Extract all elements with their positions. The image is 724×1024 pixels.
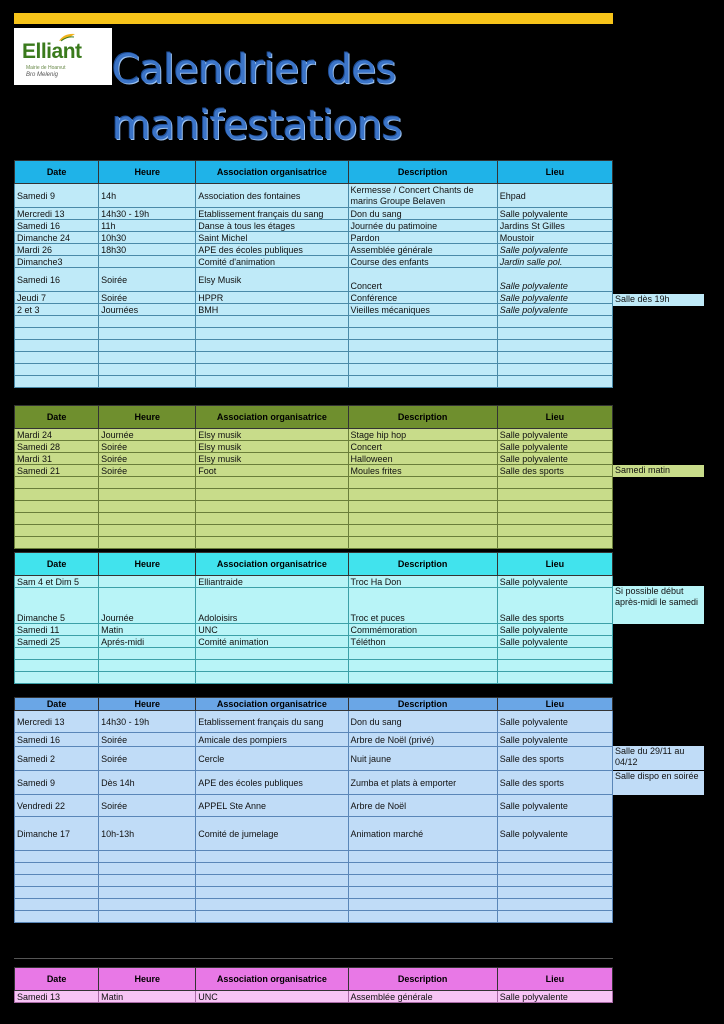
cell-description: Troc Ha Don bbox=[348, 576, 497, 588]
table-row bbox=[15, 624, 613, 636]
header-description: Description bbox=[348, 553, 497, 576]
cell-association: Etablissement français du sang bbox=[196, 711, 348, 733]
cell-description: Conférence bbox=[348, 292, 497, 304]
cell-association: Elsy musik bbox=[196, 441, 348, 453]
cell-description: Concert bbox=[348, 441, 497, 453]
cell-association: HPPR bbox=[196, 292, 348, 304]
cell-description: Arbre de Noël (privé) bbox=[348, 733, 497, 747]
page-title-line-1: Calendrier des bbox=[112, 47, 397, 93]
cell-description: Nuit jaune bbox=[348, 747, 497, 771]
table-row bbox=[15, 588, 613, 624]
side-note: Salle dispo en soirée bbox=[613, 771, 704, 795]
table-row bbox=[15, 991, 613, 1003]
cell-date: Mercredi 13 bbox=[15, 208, 99, 220]
cell-association: Foot bbox=[196, 465, 348, 477]
cell-heure: Dès 14h bbox=[99, 771, 196, 795]
cell-association: BMH bbox=[196, 304, 348, 316]
section-1 bbox=[14, 160, 613, 388]
divider bbox=[14, 958, 613, 959]
cell-description: Course des enfants bbox=[348, 256, 497, 268]
table-row bbox=[15, 733, 613, 747]
cell-date: 2 et 3 bbox=[15, 304, 99, 316]
table-row bbox=[15, 453, 613, 465]
empty-row bbox=[15, 863, 613, 875]
header-date: Date bbox=[15, 406, 99, 429]
cell-description: Animation marché bbox=[348, 817, 497, 851]
cell-lieu: Salle polyvalente bbox=[497, 991, 612, 1003]
cell-association: Cercle bbox=[196, 747, 348, 771]
empty-row bbox=[15, 352, 613, 364]
cell-date: Samedi 16 bbox=[15, 733, 99, 747]
cell-heure: Aprés-midi bbox=[99, 636, 196, 648]
cell-lieu: Jardin salle pol. bbox=[497, 256, 612, 268]
side-note: Salle dès 19h bbox=[613, 294, 704, 306]
header-lieu: Lieu bbox=[497, 698, 612, 711]
header-description: Description bbox=[348, 968, 497, 991]
header-heure: Heure bbox=[99, 406, 196, 429]
cell-heure: Matin bbox=[99, 624, 196, 636]
empty-row bbox=[15, 489, 613, 501]
table-row bbox=[15, 576, 613, 588]
cell-lieu: Salle polyvalente bbox=[497, 817, 612, 851]
empty-row bbox=[15, 501, 613, 513]
cell-heure: Soirée bbox=[99, 441, 196, 453]
side-note: Samedi matin bbox=[613, 465, 704, 477]
cell-lieu: Salle des sports bbox=[497, 771, 612, 795]
cell-description: Vieilles mécaniques bbox=[348, 304, 497, 316]
section-3 bbox=[14, 552, 613, 684]
page-title bbox=[112, 42, 492, 154]
cell-lieu: Salle polyvalente bbox=[497, 244, 612, 256]
cell-description: Stage hip hop bbox=[348, 429, 497, 441]
cell-lieu: Salle polyvalente bbox=[497, 733, 612, 747]
cell-lieu: Salle polyvalente bbox=[497, 795, 612, 817]
cell-description: Journée du patimoine bbox=[348, 220, 497, 232]
events-table-5 bbox=[14, 967, 613, 1003]
cell-heure: 11h bbox=[99, 220, 196, 232]
cell-lieu: Salle des sports bbox=[497, 588, 612, 624]
header-lieu: Lieu bbox=[497, 968, 612, 991]
cell-description: Pardon bbox=[348, 232, 497, 244]
table-header-row bbox=[15, 968, 613, 991]
side-note: Salle du 29/11 au 04/12 bbox=[613, 746, 704, 770]
header-association: Association organisatrice bbox=[196, 698, 348, 711]
cell-association: Adoloisirs bbox=[196, 588, 348, 624]
table-row bbox=[15, 429, 613, 441]
cell-lieu: Salle polyvalente bbox=[497, 624, 612, 636]
cell-heure bbox=[99, 256, 196, 268]
table-row bbox=[15, 441, 613, 453]
empty-row bbox=[15, 537, 613, 549]
cell-association: APPEL Ste Anne bbox=[196, 795, 348, 817]
empty-row bbox=[15, 513, 613, 525]
cell-heure: 10h30 bbox=[99, 232, 196, 244]
cell-lieu: Salle polyvalente bbox=[497, 268, 612, 292]
cell-heure: 14h30 - 19h bbox=[99, 711, 196, 733]
cell-association: Comité animation bbox=[196, 636, 348, 648]
cell-date: Jeudi 7 bbox=[15, 292, 99, 304]
empty-row bbox=[15, 340, 613, 352]
cell-heure: 10h-13h bbox=[99, 817, 196, 851]
table-header-row bbox=[15, 161, 613, 184]
cell-association: APE des écoles publiques bbox=[196, 244, 348, 256]
cell-lieu: Salle des sports bbox=[497, 747, 612, 771]
header-date: Date bbox=[15, 968, 99, 991]
header-heure: Heure bbox=[99, 968, 196, 991]
cell-description: Assemblée générale bbox=[348, 244, 497, 256]
cell-date: Samedi 9 bbox=[15, 771, 99, 795]
cell-association: Elsy musik bbox=[196, 453, 348, 465]
cell-description: Troc et puces bbox=[348, 588, 497, 624]
cell-heure bbox=[99, 576, 196, 588]
cell-heure: Soirée bbox=[99, 733, 196, 747]
header-association: Association organisatrice bbox=[196, 161, 348, 184]
cell-heure: Soirée bbox=[99, 465, 196, 477]
logo-text: Elliant bbox=[22, 40, 82, 63]
table-row bbox=[15, 771, 613, 795]
cell-date: Samedi 9 bbox=[15, 184, 99, 208]
header-date: Date bbox=[15, 161, 99, 184]
cell-lieu: Salle polyvalente bbox=[497, 453, 612, 465]
cell-date: Samedi 13 bbox=[15, 991, 99, 1003]
empty-row bbox=[15, 477, 613, 489]
cell-description: Arbre de Noël bbox=[348, 795, 497, 817]
cell-heure: Soirée bbox=[99, 292, 196, 304]
cell-heure: Matin bbox=[99, 991, 196, 1003]
logo-subtitle: Mairie de Hoarvut bbox=[26, 65, 66, 71]
table-header-row bbox=[15, 406, 613, 429]
cell-heure: 14h30 - 19h bbox=[99, 208, 196, 220]
header-date: Date bbox=[15, 553, 99, 576]
cell-description: Moules frites bbox=[348, 465, 497, 477]
cell-date: Mardi 24 bbox=[15, 429, 99, 441]
table-header-row bbox=[15, 698, 613, 711]
cell-heure: Soirée bbox=[99, 795, 196, 817]
cell-association: Amicale des pompiers bbox=[196, 733, 348, 747]
cell-date: Sam 4 et Dim 5 bbox=[15, 576, 99, 588]
cell-heure: Journée bbox=[99, 429, 196, 441]
side-note: Si possible début après-midi le samedi bbox=[613, 586, 704, 624]
table-row bbox=[15, 636, 613, 648]
table-row bbox=[15, 220, 613, 232]
cell-heure: Journée bbox=[99, 588, 196, 624]
header-description: Description bbox=[348, 698, 497, 711]
cell-description: Assemblée générale bbox=[348, 991, 497, 1003]
cell-date: Samedi 2 bbox=[15, 747, 99, 771]
cell-description: Commémoration bbox=[348, 624, 497, 636]
empty-row bbox=[15, 887, 613, 899]
cell-date: Dimanche 5 bbox=[15, 588, 99, 624]
header-association: Association organisatrice bbox=[196, 968, 348, 991]
cell-heure: 18h30 bbox=[99, 244, 196, 256]
header-date: Date bbox=[15, 698, 99, 711]
cell-date: Mardi 31 bbox=[15, 453, 99, 465]
cell-date: Samedi 21 bbox=[15, 465, 99, 477]
cell-association: Etablissement français du sang bbox=[196, 208, 348, 220]
empty-row bbox=[15, 875, 613, 887]
cell-association: Association des fontaines bbox=[196, 184, 348, 208]
empty-row bbox=[15, 648, 613, 660]
header-description: Description bbox=[348, 406, 497, 429]
elliant-logo bbox=[14, 28, 112, 85]
cell-description: Don du sang bbox=[348, 208, 497, 220]
empty-row bbox=[15, 376, 613, 388]
events-table-1 bbox=[14, 160, 613, 388]
cell-description: Halloween bbox=[348, 453, 497, 465]
table-row bbox=[15, 208, 613, 220]
cell-heure: 14h bbox=[99, 184, 196, 208]
table-row bbox=[15, 292, 613, 304]
empty-row bbox=[15, 851, 613, 863]
section-4 bbox=[14, 697, 613, 923]
cell-association: APE des écoles publiques bbox=[196, 771, 348, 795]
cell-description: Don du sang bbox=[348, 711, 497, 733]
cell-association: UNC bbox=[196, 624, 348, 636]
cell-date: Mardi 26 bbox=[15, 244, 99, 256]
cell-association: Elsy Musik bbox=[196, 268, 348, 292]
empty-row bbox=[15, 899, 613, 911]
cell-date: Dimanche 17 bbox=[15, 817, 99, 851]
table-row bbox=[15, 304, 613, 316]
empty-row bbox=[15, 364, 613, 376]
empty-row bbox=[15, 911, 613, 923]
empty-row bbox=[15, 525, 613, 537]
cell-date: Samedi 16 bbox=[15, 268, 99, 292]
cell-lieu: Salle polyvalente bbox=[497, 292, 612, 304]
empty-row bbox=[15, 328, 613, 340]
cell-association: Comité de jumelage bbox=[196, 817, 348, 851]
cell-lieu: Salle polyvalente bbox=[497, 304, 612, 316]
header-description: Description bbox=[348, 161, 497, 184]
events-table-3 bbox=[14, 552, 613, 684]
header-heure: Heure bbox=[99, 698, 196, 711]
cell-date: Samedi 11 bbox=[15, 624, 99, 636]
table-row bbox=[15, 256, 613, 268]
header-lieu: Lieu bbox=[497, 406, 612, 429]
cell-date: Mercredi 13 bbox=[15, 711, 99, 733]
cell-date: Vendredi 22 bbox=[15, 795, 99, 817]
page-title-line-2: manifestations bbox=[112, 103, 403, 149]
cell-association: Saint Michel bbox=[196, 232, 348, 244]
empty-row bbox=[15, 660, 613, 672]
section-2 bbox=[14, 405, 613, 549]
cell-lieu: Salle polyvalente bbox=[497, 711, 612, 733]
cell-heure: Journées bbox=[99, 304, 196, 316]
top-accent-bar bbox=[14, 13, 613, 24]
cell-date: Dimanche3 bbox=[15, 256, 99, 268]
table-row bbox=[15, 184, 613, 208]
cell-association: Elliantraide bbox=[196, 576, 348, 588]
cell-association: UNC bbox=[196, 991, 348, 1003]
empty-row bbox=[15, 672, 613, 684]
cell-lieu: Salle polyvalente bbox=[497, 576, 612, 588]
cell-lieu: Ehpad bbox=[497, 184, 612, 208]
header-association: Association organisatrice bbox=[196, 406, 348, 429]
table-row bbox=[15, 244, 613, 256]
header-lieu: Lieu bbox=[497, 553, 612, 576]
cell-heure: Soirée bbox=[99, 747, 196, 771]
cell-lieu: Jardins St Gilles bbox=[497, 220, 612, 232]
table-row bbox=[15, 232, 613, 244]
table-row bbox=[15, 747, 613, 771]
events-table-2 bbox=[14, 405, 613, 549]
cell-heure: Soirée bbox=[99, 268, 196, 292]
cell-date: Samedi 28 bbox=[15, 441, 99, 453]
cell-lieu: Moustoir bbox=[497, 232, 612, 244]
table-row bbox=[15, 268, 613, 292]
cell-date: Samedi 16 bbox=[15, 220, 99, 232]
table-row bbox=[15, 711, 613, 733]
table-row bbox=[15, 795, 613, 817]
empty-row bbox=[15, 316, 613, 328]
table-header-row bbox=[15, 553, 613, 576]
cell-lieu: Salle polyvalente bbox=[497, 441, 612, 453]
logo-tagline: Bro Melenig bbox=[26, 72, 59, 78]
table-row bbox=[15, 817, 613, 851]
cell-description: Concert bbox=[348, 268, 497, 292]
cell-lieu: Salle polyvalente bbox=[497, 636, 612, 648]
cell-association: Comité d'animation bbox=[196, 256, 348, 268]
cell-description: Zumba et plats à emporter bbox=[348, 771, 497, 795]
section-5 bbox=[14, 967, 613, 1003]
events-table-4 bbox=[14, 697, 613, 923]
header-heure: Heure bbox=[99, 553, 196, 576]
cell-description: Kermesse / Concert Chants de marins Groupe Belaven bbox=[348, 184, 497, 208]
header-lieu: Lieu bbox=[497, 161, 612, 184]
header-association: Association organisatrice bbox=[196, 553, 348, 576]
cell-heure: Soirée bbox=[99, 453, 196, 465]
cell-date: Dimanche 24 bbox=[15, 232, 99, 244]
cell-lieu: Salle polyvalente bbox=[497, 429, 612, 441]
cell-lieu: Salle polyvalente bbox=[497, 208, 612, 220]
cell-description: Téléthon bbox=[348, 636, 497, 648]
cell-association: Danse à tous les étages bbox=[196, 220, 348, 232]
cell-association: Elsy musik bbox=[196, 429, 348, 441]
table-row bbox=[15, 465, 613, 477]
cell-lieu: Salle des sports bbox=[497, 465, 612, 477]
header-heure: Heure bbox=[99, 161, 196, 184]
cell-date: Samedi 25 bbox=[15, 636, 99, 648]
